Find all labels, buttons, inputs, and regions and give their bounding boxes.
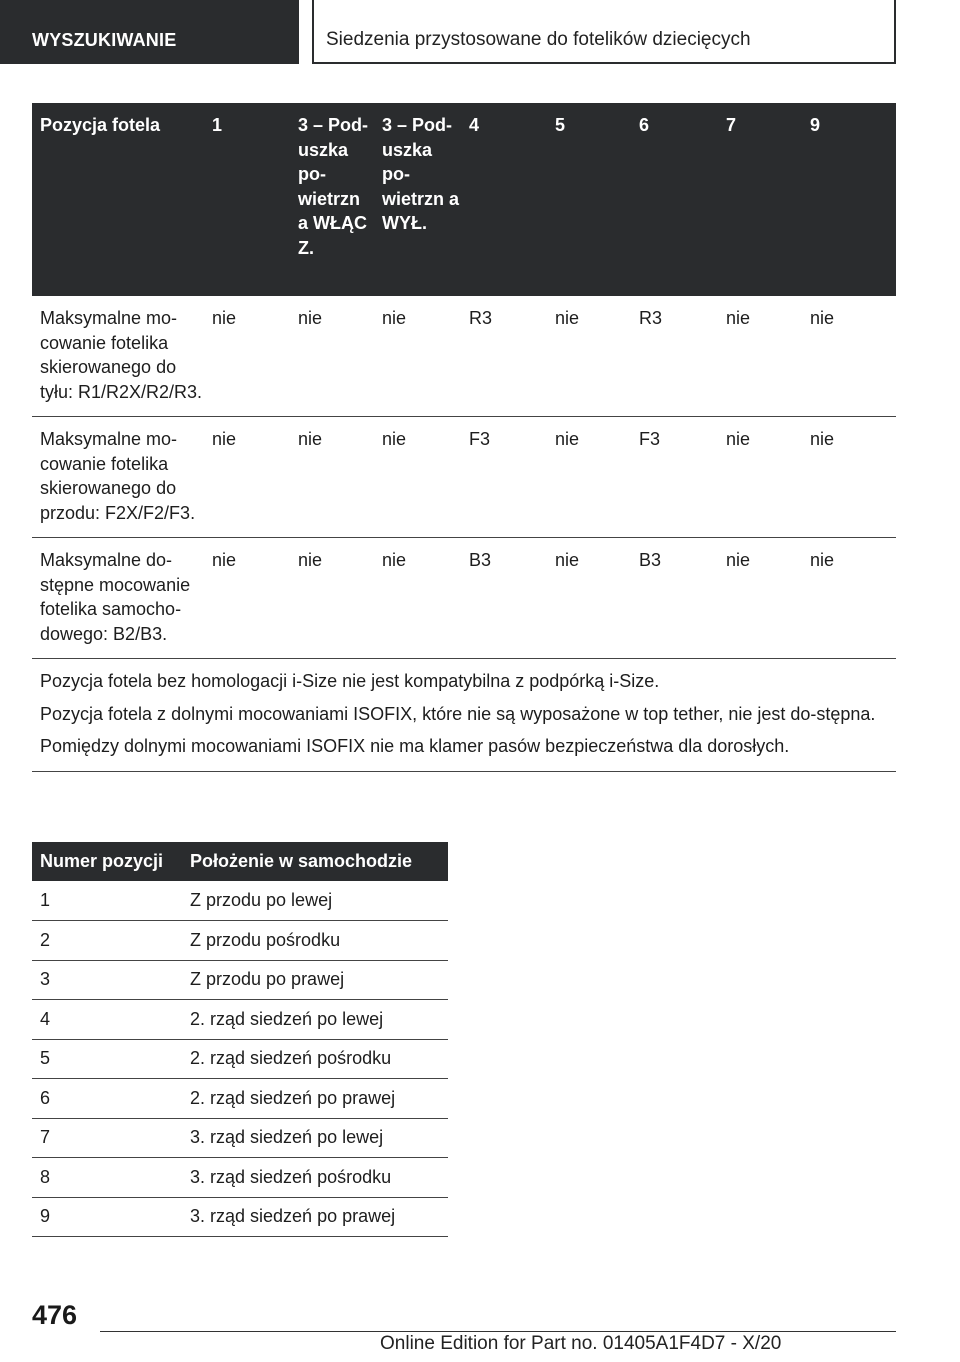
header-cell: 5 [547, 103, 631, 296]
table-row [32, 538, 896, 659]
table-row [32, 881, 448, 921]
table-row [32, 296, 896, 417]
notes-cell [32, 659, 896, 772]
position-location: 3. rząd siedzeń po prawej [182, 1197, 448, 1237]
position-location: 2. rząd siedzeń po lewej [182, 1000, 448, 1040]
table-cell: nie [204, 417, 290, 538]
table-row [32, 1000, 448, 1040]
note-text: Pozycja fotela bez homologacji i-Size nie jest kompatybilna z podpórką i-Size. [40, 671, 660, 691]
row-label: Maksymalne do-stępne mocowanie fotelika samocho-dowego: B2/B3. [32, 538, 204, 659]
page-title-text: Siedzenia przystosowane do fotelików dziecięcych [326, 29, 751, 50]
table-cell: nie [547, 296, 631, 417]
edition-label: Online Edition for Part no. 01405A1F4D7 - X/20 [380, 1333, 782, 1354]
seat-compatibility-table [32, 103, 896, 772]
position-number: 1 [32, 881, 182, 921]
header-cell: 1 [204, 103, 290, 296]
table-cell: nie [547, 538, 631, 659]
table-cell: nie [374, 296, 461, 417]
table-cell: nie [802, 417, 896, 538]
table-cell: R3 [631, 296, 718, 417]
position-location: 2. rząd siedzeń po prawej [182, 1079, 448, 1119]
table-cell: nie [204, 296, 290, 417]
note-text: Pomiędzy dolnymi mocowaniami ISOFIX nie ma klamer pasów bezpieczeństwa dla dorosłych. [40, 736, 790, 756]
footer-divider [100, 1331, 896, 1332]
table-cell: nie [204, 538, 290, 659]
position-number: 7 [32, 1118, 182, 1158]
table-row [32, 1197, 448, 1237]
seat-position-table [32, 842, 448, 1237]
header-cell: Pozycja fotela [32, 103, 204, 296]
table-cell: nie [374, 417, 461, 538]
table-cell: nie [802, 296, 896, 417]
table-cell: nie [718, 296, 802, 417]
table-cell: F3 [461, 417, 547, 538]
table-cell: R3 [461, 296, 547, 417]
table-header-row [32, 842, 448, 881]
position-number: 3 [32, 960, 182, 1000]
table-row [32, 417, 896, 538]
notes-row [32, 659, 896, 772]
header-cell: 6 [631, 103, 718, 296]
table-cell: nie [802, 538, 896, 659]
row-label: Maksymalne mo-cowanie fotelika skierowanego do przodu: F2X/F2/F3. [32, 417, 204, 538]
page-title [312, 0, 896, 64]
table-cell: nie [290, 417, 374, 538]
table-row [32, 921, 448, 961]
position-number: 2 [32, 921, 182, 961]
table-cell: nie [290, 538, 374, 659]
position-location: 3. rząd siedzeń po lewej [182, 1118, 448, 1158]
header-cell: 9 [802, 103, 896, 296]
table-row [32, 1039, 448, 1079]
row-label: Maksymalne mo-cowanie fotelika skierowanego do tyłu: R1/R2X/R2/R3. [32, 296, 204, 417]
header-cell: 7 [718, 103, 802, 296]
section-tab[interactable] [0, 0, 299, 64]
position-number: 6 [32, 1079, 182, 1119]
table-cell: nie [290, 296, 374, 417]
position-location: 2. rząd siedzeń pośrodku [182, 1039, 448, 1079]
position-location: Z przodu po lewej [182, 881, 448, 921]
position-number: 4 [32, 1000, 182, 1040]
table-cell: nie [374, 538, 461, 659]
table-cell: B3 [461, 538, 547, 659]
position-number: 8 [32, 1158, 182, 1198]
table-cell: B3 [631, 538, 718, 659]
table-row [32, 1118, 448, 1158]
note-text: Pozycja fotela z dolnymi mocowaniami ISOFIX, które nie są wyposażone w top tether, nie jest do-stępna. [40, 703, 876, 724]
header-cell: Numer pozycji [32, 842, 182, 881]
table-row [32, 960, 448, 1000]
table-cell: F3 [631, 417, 718, 538]
table-cell: nie [547, 417, 631, 538]
position-location: Z przodu pośrodku [182, 921, 448, 961]
position-number: 9 [32, 1197, 182, 1237]
table-cell: nie [718, 538, 802, 659]
header-cell: 3 – Pod-uszka po-wietrzn a WYŁ. [374, 103, 461, 296]
header-cell: 3 – Pod-uszka po-wietrzn a WŁĄC Z. [290, 103, 374, 296]
page-number: 476 [32, 1300, 78, 1330]
section-label: WYSZUKIWANIE [32, 30, 177, 50]
position-number: 5 [32, 1039, 182, 1079]
header-cell: Położenie w samochodzie [182, 842, 448, 881]
table-row [32, 1079, 448, 1119]
table-header-row [32, 103, 896, 296]
position-location: 3. rząd siedzeń pośrodku [182, 1158, 448, 1198]
table-cell: nie [718, 417, 802, 538]
position-location: Z przodu po prawej [182, 960, 448, 1000]
table-row [32, 1158, 448, 1198]
header-cell: 4 [461, 103, 547, 296]
